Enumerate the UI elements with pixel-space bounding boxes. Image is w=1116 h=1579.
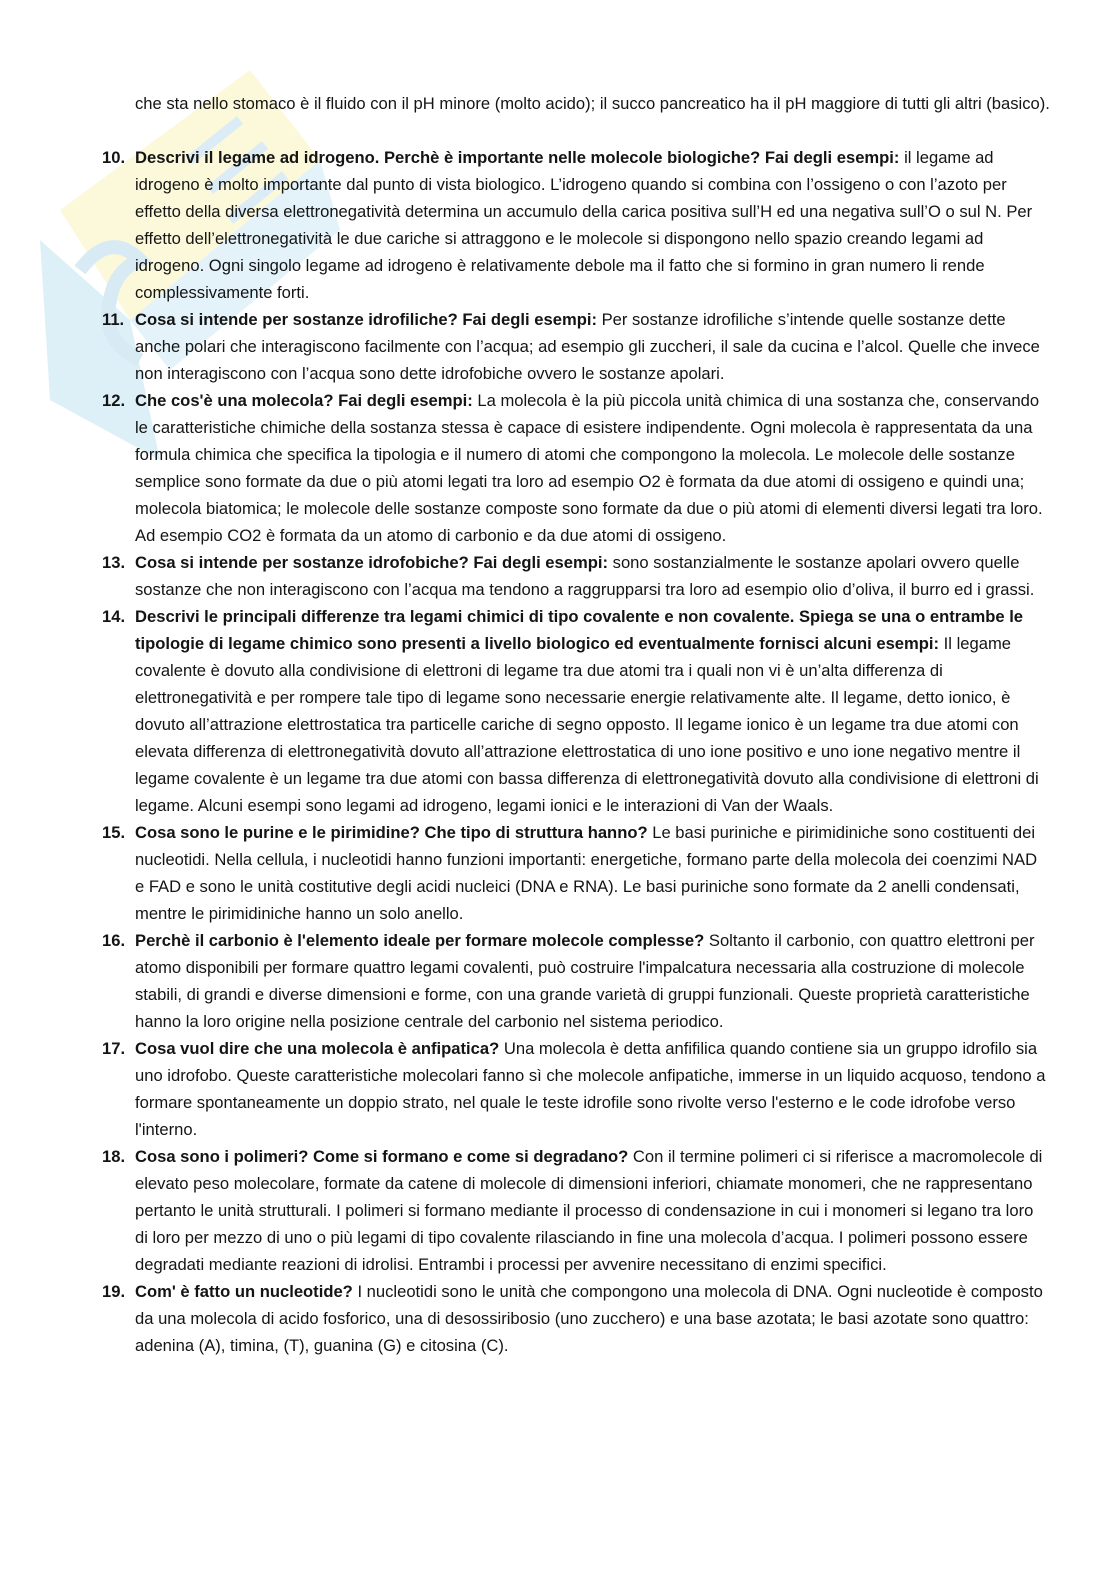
qa-item-15 <box>0 819 1050 927</box>
qa-item-11 <box>0 306 1050 387</box>
qa-question: Descrivi il legame ad idrogeno. Perchè è importante nelle molecole biologiche? Fai degli esempi: <box>135 148 905 167</box>
qa-item-10 <box>0 144 1050 306</box>
qa-item-19 <box>0 1278 1050 1359</box>
qa-question: Che cos'è una molecola? Fai degli esempi: <box>135 391 478 410</box>
qa-number: 17. <box>102 1039 126 1058</box>
qa-item-12 <box>0 387 1050 549</box>
qa-item-13 <box>0 549 1050 603</box>
qa-answer: Le basi puriniche e pirimidiniche sono costituenti dei nucleotidi. Nella cellula, i nucleotidi hanno funzioni importanti: energetiche, formano parte della molecola dei coenzimi NAD e FAD e sono le unità costitutive degli acidi nucleici (DNA e RNA). Le basi puriniche sono formate da 2 anelli condensati, mentre le pirimidiniche hanno un solo anello. <box>135 823 1038 923</box>
qa-question: Cosa si intende per sostanze idrofobiche? Fai degli esempi: <box>135 553 613 572</box>
qa-answer: il legame ad idrogeno è molto importante dal punto di vista biologico. L’idrogeno quando si combina con l’ossigeno o con l’azoto per effetto della diversa elettronegatività determina un accumulo della carica positiva sull’H ed una negativa sull’O o sul N. Per effetto dell’elettronegatività le due cariche si attraggono e le molecole si dispongono nello spazio creando legami ad idrogeno. Ogni singolo legame ad idrogeno è relativamente debole ma il fatto che si formino in gran numero li rende complessivamente forti. <box>135 148 1033 302</box>
qa-number: 14. <box>102 607 126 626</box>
intro-paragraph: che sta nello stomaco è il fluido con il pH minore (molto acido); il succo pancreatico ha il pH maggiore di tutti gli altri (basico). <box>135 94 1050 113</box>
qa-question: Com' è fatto un nucleotide? <box>135 1282 358 1301</box>
qa-number: 19. <box>102 1282 126 1301</box>
qa-question: Cosa vuol dire che una molecola è anfipatica? <box>135 1039 504 1058</box>
qa-answer: Una molecola è detta anfifilica quando contiene sia un gruppo idrofilo sia uno idrofobo. Queste caratteristiche molecolari fanno sì che molecole anfipatiche, immerse in un liquido acquoso, tendono a formare spontaneamente un doppio strato, nel quale le teste idrofile sono rivolte verso l'esterno e le code idrofobe verso l'interno. <box>135 1039 1046 1139</box>
qa-item-16 <box>0 927 1050 1035</box>
qa-number: 13. <box>102 553 126 572</box>
qa-item-17 <box>0 1035 1050 1143</box>
qa-answer: Per sostanze idrofiliche s’intende quelle sostanze dette anche polari che interagiscono facilmente con l’acqua; ad esempio gli zuccheri, il sale da cucina e l’alcol. Quelle che invece non interagiscono con l’acqua sono dette idrofobiche ovvero le sostanze apolari. <box>135 310 1040 383</box>
qa-answer: Il legame covalente è dovuto alla condivisione di elettroni di legame tra due atomi tra i quali non vi è un’alta differenza di elettronegatività e per rompere tale tipo di legame sono necessarie energie relativamente alte. Il legame, detto ionico, è dovuto all’attrazione elettrostatica tra particelle cariche di segno opposto. Il legame ionico è un legame tra due atomi con elevata differenza di elettronegatività dovuto all’attrazione elettrostatica di uno ione positivo e uno ione negativo mentre il legame covalente è un legame tra due atomi con bassa differenza di elettronegatività dovuto alla condivisione di elettroni di legame. Alcuni esempi sono legami ad idrogeno, legami ionici e le interazioni di Van der Waals. <box>135 634 1039 815</box>
qa-question: Perchè il carbonio è l'elemento ideale per formare molecole complesse? <box>135 931 709 950</box>
qa-question: Descrivi le principali differenze tra legami chimici di tipo covalente e non covalente. Spiega se una o entrambe le tipologie di legame chimico sono presenti a livello biologico ed eventualmente fornisci alcuni esempi: <box>135 607 1024 653</box>
qa-number: 11. <box>102 310 125 329</box>
qa-question: Cosa sono le purine e le pirimidine? Che tipo di struttura hanno? <box>135 823 653 842</box>
qa-answer: sono sostanzialmente le sostanze apolari ovvero quelle sostanze che non interagiscono con l’acqua ma tendono a raggrupparsi tra loro ad esempio olio d’oliva, il burro ed i grassi. <box>135 553 1035 599</box>
qa-number: 16. <box>102 931 126 950</box>
qa-answer: Soltanto il carbonio, con quattro elettroni per atomo disponibili per formare quattro legami covalenti, può costruire l'impalcatura necessaria alla costruzione di molecole stabili, di grandi e diverse dimensioni e forme, con una grande varietà di gruppi funzionali. Queste proprietà caratteristiche hanno la loro origine nella posizione centrale del carbonio nel sistema periodico. <box>135 931 1035 1031</box>
qa-number: 18. <box>102 1147 126 1166</box>
qa-question: Cosa sono i polimeri? Come si formano e come si degradano? <box>135 1147 633 1166</box>
qa-number: 12. <box>102 391 126 410</box>
qa-question: Cosa si intende per sostanze idrofiliche? Fai degli esempi: <box>135 310 602 329</box>
qa-number: 10. <box>102 148 126 167</box>
qa-answer: I nucleotidi sono le unità che compongono una molecola di DNA. Ogni nucleotide è composto da una molecola di acido fosforico, una di desossiribosio (uno zucchero) e una base azotata; le basi azotate sono quattro: adenina (A), timina, (T), guanina (G) e citosina (C). <box>135 1282 1043 1355</box>
qa-answer: Con il termine polimeri ci si riferisce a macromolecole di elevato peso molecolare, formate da catene di molecole di dimensioni inferiori, chiamate monomeri, che ne rappresentano pertanto le unità strutturali. I polimeri si formano mediante il processo di condensazione in cui i monomeri si legano tra loro di loro per mezzo di uno o più legami di tipo covalente rilasciando in fine una molecola d’acqua. I polimeri possono essere degradati mediante reazioni di idrolisi. Entrambi i processi per avvenire necessitano di enzimi specifici. <box>135 1147 1043 1274</box>
qa-item-14 <box>0 603 1050 819</box>
qa-list <box>0 144 1116 1359</box>
qa-answer: La molecola è la più piccola unità chimica di una sostanza che, conservando le caratteristiche chimiche della sostanza stessa è capace di esistere indipendente. Ogni molecola è rappresentata da una formula chimica che specifica la tipologia e il numero di atomi che compongono la molecola. Le molecole delle sostanze semplice sono formate da due o più atomi legati tra loro ad esempio O2 è formata da due atomi di ossigeno e quindi una; molecola biatomica; le molecole delle sostanze composte sono formate da due o più atomi di elementi diversi legati tra loro. Ad esempio CO2 è formata da un atomo di carbonio e da due atomi di ossigeno. <box>135 391 1043 545</box>
qa-item-18 <box>0 1143 1050 1278</box>
qa-number: 15. <box>102 823 126 842</box>
